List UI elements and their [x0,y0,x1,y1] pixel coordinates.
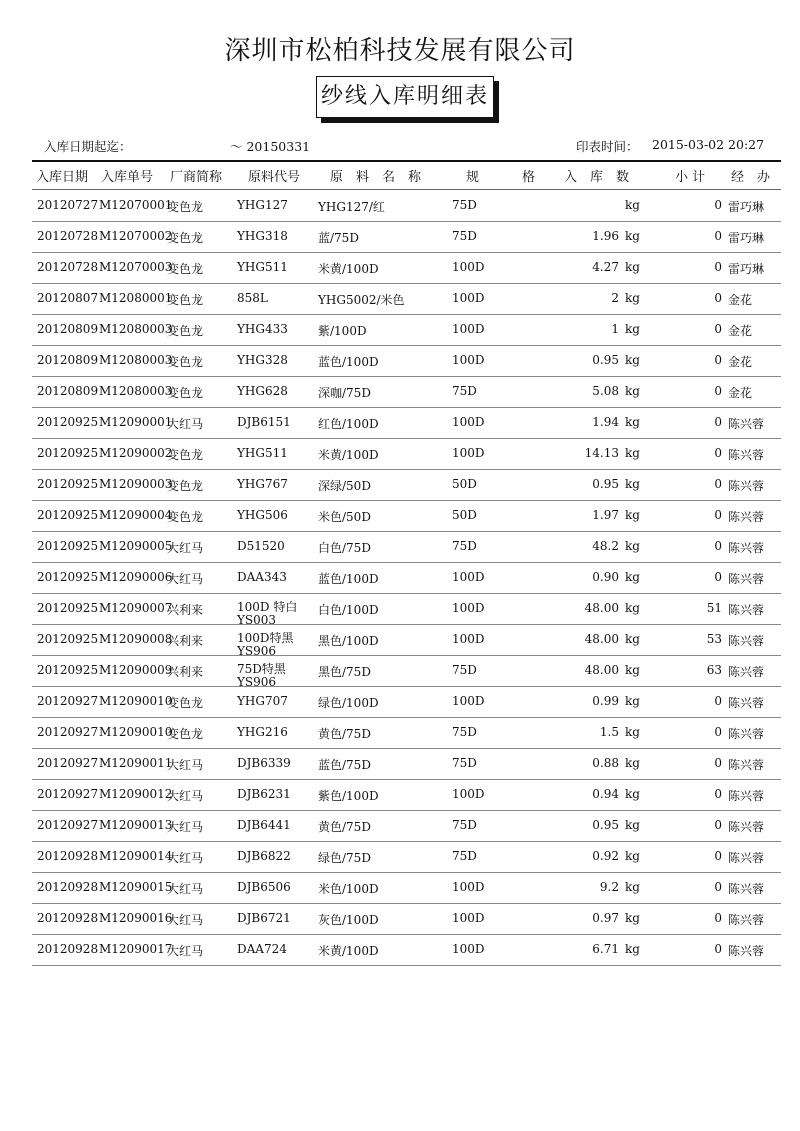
cell-order: M12090007 [99,601,173,615]
cell-vendor: 变色龙 [167,479,204,493]
cell-order: M12080003 [99,353,173,367]
cell-vendor: 大红马 [167,882,204,896]
cell-handler: 陈兴蓉 [728,572,765,586]
cell-subtotal: 0 [714,260,722,274]
cell-subtotal: 0 [714,384,722,398]
cell-code: 100D特黑 YS906 [237,632,294,656]
cell-handler: 金花 [728,293,753,307]
date-range-value: ～ 20150331 [230,139,311,154]
cell-handler: 陈兴蓉 [728,820,765,834]
cell-unit: kg [625,291,640,305]
cell-order: M12090010 [99,725,173,739]
cell-name: 蓝/75D [318,231,359,245]
cell-date: 20120925 [37,663,99,677]
cell-vendor: 兴利来 [167,634,204,648]
cell-spec: 100D [452,260,485,274]
cell-code: 75D特黑 YS906 [237,663,286,687]
cell-order: M12090009 [99,663,173,677]
table-row [0,873,800,904]
cell-order: M12090002 [99,446,173,460]
table-row [0,501,800,532]
cell-order: M12090003 [99,477,173,491]
cell-handler: 金花 [728,355,753,369]
row-divider [32,965,781,966]
cell-order: M12090011 [99,756,173,770]
cell-code: DJB6231 [237,787,291,801]
cell-qty: 48.2 [592,539,619,553]
table-row [0,656,800,687]
cell-handler: 陈兴蓉 [728,944,765,958]
cell-code: YHG628 [237,384,288,398]
cell-name: 米黄/100D [318,448,379,462]
cell-date: 20120809 [37,322,99,336]
cell-date: 20120809 [37,353,99,367]
cell-spec: 75D [452,756,477,770]
cell-handler: 陈兴蓉 [728,696,765,710]
cell-spec: 50D [452,508,477,522]
cell-handler: 雷巧琳 [728,231,765,245]
cell-handler: 陈兴蓉 [728,913,765,927]
cell-unit: kg [625,663,640,677]
cell-vendor: 兴利来 [167,665,204,679]
print-time-label: 印表时间： [576,139,639,154]
cell-subtotal: 63 [706,663,722,677]
cell-handler: 陈兴蓉 [728,634,765,648]
cell-name: 米色/100D [318,882,379,896]
cell-code: DJB6822 [237,849,291,863]
cell-unit: kg [625,353,640,367]
cell-vendor: 兴利来 [167,603,204,617]
cell-subtotal: 0 [714,198,722,212]
cell-unit: kg [625,632,640,646]
table-row [0,625,800,656]
cell-handler: 陈兴蓉 [728,417,765,431]
cell-date: 20120728 [37,260,99,274]
cell-name: YHG127/红 [318,200,385,214]
cell-qty: 0.95 [592,818,619,832]
cell-name: 黄色/75D [318,727,371,741]
cell-spec: 100D [452,291,485,305]
cell-date: 20120928 [37,880,99,894]
cell-vendor: 变色龙 [167,293,204,307]
cell-handler: 陈兴蓉 [728,541,765,555]
cell-code: DJB6721 [237,911,291,925]
table-row [0,253,800,284]
cell-order: M12090016 [99,911,173,925]
cell-handler: 陈兴蓉 [728,758,765,772]
cell-unit: kg [625,415,640,429]
cell-name: 蓝色/100D [318,572,379,586]
cell-spec: 100D [452,694,485,708]
cell-order: M12090008 [99,632,173,646]
cell-handler: 陈兴蓉 [728,479,765,493]
cell-spec: 75D [452,818,477,832]
report-title: 纱线入库明细表 [316,76,494,118]
cell-code: YHG506 [237,508,288,522]
cell-subtotal: 0 [714,322,722,336]
table-row [0,470,800,501]
cell-spec: 100D [452,446,485,460]
cell-unit: kg [625,756,640,770]
cell-handler: 陈兴蓉 [728,665,765,679]
header-bottom-rule [32,189,781,190]
cell-handler: 陈兴蓉 [728,851,765,865]
cell-order: M12080003 [99,322,173,336]
cell-code: DAA343 [237,570,287,584]
cell-code: YHG127 [237,198,288,212]
cell-order: M12090015 [99,880,173,894]
cell-spec: 75D [452,849,477,863]
cell-date: 20120928 [37,942,99,956]
date-range-label: 入库日期起迄： [44,139,132,154]
cell-vendor: 变色龙 [167,510,204,524]
cell-qty: 0.99 [592,694,619,708]
cell-unit: kg [625,849,640,863]
cell-qty: 9.2 [599,880,619,894]
cell-vendor: 大红马 [167,789,204,803]
cell-code: YHG433 [237,322,288,336]
cell-unit: kg [625,260,640,274]
cell-qty: 48.00 [584,632,619,646]
cell-handler: 陈兴蓉 [728,882,765,896]
table-row [0,408,800,439]
cell-spec: 100D [452,353,485,367]
cell-subtotal: 0 [714,725,722,739]
cell-subtotal: 0 [714,508,722,522]
cell-vendor: 大红马 [167,944,204,958]
cell-date: 20120927 [37,818,99,832]
cell-spec: 75D [452,384,477,398]
cell-vendor: 变色龙 [167,324,204,338]
cell-date: 20120925 [37,446,99,460]
company-name: 深圳市松柏科技发展有限公司 [224,36,576,66]
cell-vendor: 大红马 [167,572,204,586]
cell-unit: kg [625,322,640,336]
cell-spec: 100D [452,880,485,894]
table-row [0,532,800,563]
cell-date: 20120728 [37,229,99,243]
cell-spec: 100D [452,601,485,615]
cell-code: YHG511 [237,260,288,274]
cell-date: 20120925 [37,508,99,522]
cell-date: 20120927 [37,725,99,739]
cell-qty: 4.27 [592,260,619,274]
cell-unit: kg [625,725,640,739]
cell-vendor: 变色龙 [167,355,204,369]
cell-subtotal: 0 [714,415,722,429]
table-row [0,904,800,935]
cell-name: 米黄/100D [318,944,379,958]
cell-vendor: 变色龙 [167,262,204,276]
cell-name: 灰色/100D [318,913,379,927]
cell-handler: 陈兴蓉 [728,603,765,617]
cell-code: DJB6506 [237,880,291,894]
cell-vendor: 大红马 [167,758,204,772]
cell-name: 深咖/75D [318,386,371,400]
cell-code: YHG707 [237,694,288,708]
cell-subtotal: 0 [714,911,722,925]
table-row [0,439,800,470]
cell-qty: 0.95 [592,353,619,367]
cell-code: YHG328 [237,353,288,367]
cell-order: M12090013 [99,818,173,832]
cell-code: 858L [237,291,268,305]
cell-name: 蓝色/100D [318,355,379,369]
cell-order: M12090001 [99,415,173,429]
cell-subtotal: 0 [714,446,722,460]
table-row [0,811,800,842]
cell-subtotal: 53 [706,632,722,646]
cell-subtotal: 51 [706,601,722,615]
cell-spec: 100D [452,787,485,801]
print-time-value: 2015-03-02 20:27 [652,137,765,152]
cell-subtotal: 0 [714,818,722,832]
cell-unit: kg [625,787,640,801]
col-date: 入库日期 [36,170,89,185]
cell-unit: kg [625,539,640,553]
cell-spec: 100D [452,570,485,584]
cell-qty: 0.90 [592,570,619,584]
cell-name: 绿色/75D [318,851,371,865]
cell-qty: 1.96 [592,229,619,243]
cell-spec: 75D [452,663,477,677]
col-vendor: 厂商简称 [170,170,223,185]
cell-handler: 陈兴蓉 [728,448,765,462]
cell-qty: 6.71 [592,942,619,956]
cell-qty: 0.88 [592,756,619,770]
cell-spec: 50D [452,477,477,491]
cell-date: 20120925 [37,415,99,429]
cell-vendor: 大红马 [167,913,204,927]
cell-subtotal: 0 [714,787,722,801]
cell-subtotal: 0 [714,942,722,956]
cell-code: YHG216 [237,725,288,739]
cell-name: 白色/75D [318,541,371,555]
cell-qty: 1.5 [599,725,619,739]
cell-qty: 5.08 [592,384,619,398]
cell-handler: 陈兴蓉 [728,510,765,524]
cell-order: M12070001 [99,198,173,212]
cell-name: 紫/100D [318,324,367,338]
table-row [0,780,800,811]
cell-date: 20120928 [37,849,99,863]
col-subtotal: 小 计 [675,170,706,185]
cell-name: YHG5002/米色 [318,293,405,307]
cell-vendor: 变色龙 [167,727,204,741]
cell-name: 黄色/75D [318,820,371,834]
cell-unit: kg [625,880,640,894]
cell-order: M12090004 [99,508,173,522]
cell-name: 白色/100D [318,603,379,617]
cell-spec: 75D [452,198,477,212]
table-row [0,222,800,253]
cell-qty: 48.00 [584,601,619,615]
cell-name: 红色/100D [318,417,379,431]
cell-order: M12090014 [99,849,173,863]
cell-order: M12080001 [99,291,173,305]
cell-date: 20120807 [37,291,99,305]
cell-unit: kg [625,570,640,584]
cell-vendor: 大红马 [167,417,204,431]
cell-subtotal: 0 [714,291,722,305]
cell-unit: kg [625,818,640,832]
cell-date: 20120928 [37,911,99,925]
cell-code: DAA724 [237,942,287,956]
cell-name: 深绿/50D [318,479,371,493]
cell-spec: 75D [452,725,477,739]
cell-date: 20120927 [37,694,99,708]
cell-handler: 金花 [728,324,753,338]
cell-handler: 陈兴蓉 [728,727,765,741]
cell-unit: kg [625,477,640,491]
cell-code: 100D 特白 YS003 [237,601,298,625]
cell-name: 黑色/75D [318,665,371,679]
cell-code: DJB6441 [237,818,291,832]
cell-unit: kg [625,942,640,956]
col-spec-2: 格 [522,170,536,185]
cell-order: M12080003 [99,384,173,398]
cell-handler: 雷巧琳 [728,262,765,276]
table-row [0,315,800,346]
cell-code: YHG511 [237,446,288,460]
cell-spec: 75D [452,229,477,243]
cell-code: DJB6339 [237,756,291,770]
cell-qty: 1.97 [592,508,619,522]
cell-name: 蓝色/75D [318,758,371,772]
cell-subtotal: 0 [714,849,722,863]
cell-order: M12090017 [99,942,173,956]
cell-order: M12090012 [99,787,173,801]
cell-code: YHG318 [237,229,288,243]
table-row [0,377,800,408]
cell-subtotal: 0 [714,880,722,894]
table-row [0,346,800,377]
cell-order: M12090005 [99,539,173,553]
cell-name: 绿色/100D [318,696,379,710]
cell-subtotal: 0 [714,570,722,584]
table-row [0,935,800,966]
cell-name: 紫色/100D [318,789,379,803]
cell-qty: 0.95 [592,477,619,491]
cell-unit: kg [625,911,640,925]
table-row [0,842,800,873]
header-top-rule [32,160,781,162]
cell-unit: kg [625,198,640,212]
cell-order: M12070003 [99,260,173,274]
cell-spec: 100D [452,632,485,646]
cell-vendor: 大红马 [167,851,204,865]
cell-vendor: 大红马 [167,541,204,555]
cell-vendor: 变色龙 [167,386,204,400]
cell-order: M12090006 [99,570,173,584]
cell-code: DJB6151 [237,415,291,429]
cell-order: M12090010 [99,694,173,708]
cell-unit: kg [625,601,640,615]
cell-spec: 100D [452,911,485,925]
cell-unit: kg [625,694,640,708]
cell-handler: 金花 [728,386,753,400]
table-row [0,191,800,222]
cell-unit: kg [625,508,640,522]
table-row [0,718,800,749]
cell-handler: 雷巧琳 [728,200,765,214]
cell-qty: 1 [611,322,619,336]
cell-spec: 100D [452,415,485,429]
col-qty: 入 库 数 [564,170,630,185]
cell-spec: 100D [452,942,485,956]
cell-code: D51520 [237,539,285,553]
cell-name: 米色/50D [318,510,371,524]
cell-vendor: 变色龙 [167,231,204,245]
cell-vendor: 变色龙 [167,200,204,214]
col-code: 原料代号 [248,170,301,185]
table-row [0,563,800,594]
cell-unit: kg [625,446,640,460]
table-row [0,284,800,315]
col-name: 原 料 名 称 [330,170,422,185]
cell-subtotal: 0 [714,229,722,243]
cell-code: YHG767 [237,477,288,491]
cell-date: 20120925 [37,570,99,584]
cell-subtotal: 0 [714,694,722,708]
cell-date: 20120927 [37,787,99,801]
cell-qty: 48.00 [584,663,619,677]
cell-subtotal: 0 [714,756,722,770]
cell-date: 20120925 [37,539,99,553]
cell-name: 米黄/100D [318,262,379,276]
cell-vendor: 变色龙 [167,448,204,462]
cell-qty: 0.92 [592,849,619,863]
cell-date: 20120925 [37,477,99,491]
cell-qty: 1.94 [592,415,619,429]
col-order: 入库单号 [101,170,154,185]
cell-order: M12070002 [99,229,173,243]
table-row [0,687,800,718]
cell-spec: 100D [452,322,485,336]
cell-vendor: 变色龙 [167,696,204,710]
cell-subtotal: 0 [714,353,722,367]
cell-qty: 14.13 [584,446,619,460]
table-row [0,594,800,625]
cell-subtotal: 0 [714,539,722,553]
cell-subtotal: 0 [714,477,722,491]
col-spec: 规 [466,170,480,185]
table-row [0,749,800,780]
cell-date: 20120927 [37,756,99,770]
cell-handler: 陈兴蓉 [728,789,765,803]
cell-date: 20120727 [37,198,99,212]
cell-spec: 75D [452,539,477,553]
cell-date: 20120809 [37,384,99,398]
cell-qty: 0.97 [592,911,619,925]
cell-unit: kg [625,384,640,398]
cell-qty: 0.94 [592,787,619,801]
cell-date: 20120925 [37,601,99,615]
cell-unit: kg [625,229,640,243]
cell-qty: 2 [611,291,619,305]
cell-name: 黑色/100D [318,634,379,648]
cell-vendor: 大红马 [167,820,204,834]
cell-date: 20120925 [37,632,99,646]
col-handler: 经 办 [731,170,771,185]
